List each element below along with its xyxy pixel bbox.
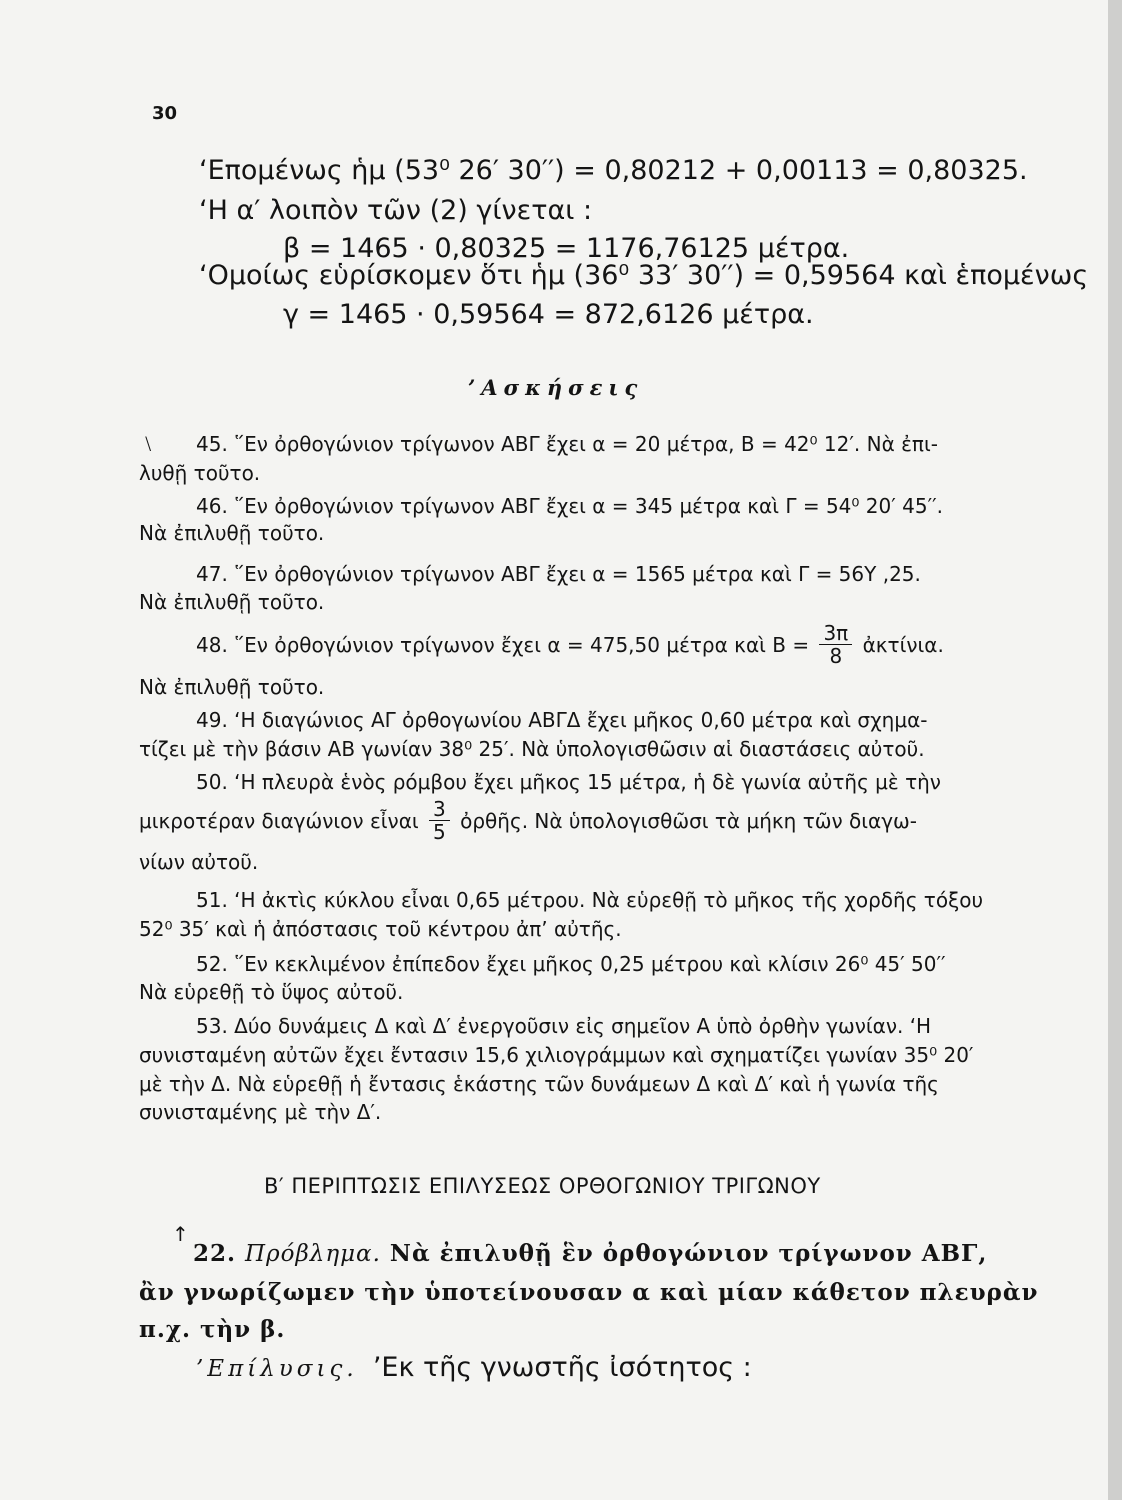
exercise-48-text: 48. ῞Εν ὀρθογώνιον τρίγωνον ἔχει α = 475,50 μέτρα καὶ Β = bbox=[196, 633, 810, 657]
exercise-50-line-2 bbox=[139, 797, 918, 845]
exercise-50-line-3: νίων αὐτοῦ. bbox=[139, 850, 259, 874]
problem-22-line-1 bbox=[193, 1240, 987, 1267]
exercise-46-line-1: 46. ῞Εν ὀρθογώνιον τρίγωνον ΑΒΓ ἔχει α = 345 μέτρα καὶ Γ = 54⁰ 20′ 45′′. bbox=[196, 494, 944, 518]
fraction-3pi-over-8 bbox=[819, 622, 852, 667]
exercise-51-line-2: 52⁰ 35′ καὶ ἡ ἀπόστασις τοῦ κέντρου ἀπ’ αὐτῆς. bbox=[139, 917, 622, 941]
exercise-53-line-2: συνισταμένη αὐτῶν ἔχει ἔντασιν 15,6 χιλιογράμμων καὶ σχηματίζει γωνίαν 35⁰ 20′ bbox=[139, 1043, 974, 1067]
exercise-53-line-3: μὲ τὴν Δ. Νὰ εὑρεθῇ ἡ ἔντασις ἑκάστης τῶν δυνάμεων Δ καὶ Δ′ καὶ ἡ γωνία τῆς bbox=[139, 1072, 939, 1096]
exercise-48-line-2: Νὰ ἐπιλυθῇ τοῦτο. bbox=[139, 675, 325, 699]
exercise-50-text-pre: μικροτέραν διαγώνιον εἶναι bbox=[139, 809, 419, 833]
exercise-49-line-1: 49. ‘Η διαγώνιος ΑΓ ὀρθογωνίου ΑΒΓΔ ἔχει μῆκος 0,60 μέτρα καὶ σχημα- bbox=[196, 708, 928, 732]
margin-pencil-mark: ⧵ bbox=[145, 432, 152, 456]
exercise-53-line-4: συνισταμένης μὲ τὴν Δ′. bbox=[139, 1100, 382, 1124]
exercise-52-line-2: Νὰ εὑρεθῇ τὸ ὕψος αὐτοῦ. bbox=[139, 980, 404, 1004]
fraction-numerator: 3π bbox=[819, 622, 852, 645]
text-line-3: β = 1465 · 0,80325 = 1176,76125 μέτρα. bbox=[283, 233, 850, 264]
exercise-50-line-1: 50. ‘Η πλευρὰ ἑνὸς ρόμβου ἔχει μῆκος 15 μέτρα, ἡ δὲ γωνία αὐτῆς μὲ τὴν bbox=[196, 770, 941, 794]
margin-pencil-mark: ↑ bbox=[172, 1222, 189, 1246]
problem-22-line-3: π.χ. τὴν β. bbox=[139, 1316, 286, 1343]
problem-number: 22. bbox=[193, 1240, 237, 1267]
fraction-denominator: 8 bbox=[829, 644, 843, 668]
text-line-1: ‘Επομένως ἡμ (53⁰ 26′ 30′′) = 0,80212 + 0,00113 = 0,80325. bbox=[199, 155, 1028, 186]
page-number: 30 bbox=[152, 103, 178, 124]
exercise-52-line-1: 52. ῞Εν κεκλιμένον ἐπίπεδον ἔχει μῆκος 0,25 μέτρου καὶ κλίσιν 26⁰ 45′ 50′′ bbox=[196, 952, 946, 976]
exercise-48-line-1 bbox=[196, 621, 944, 669]
exercises-heading: ’Ασκήσεις bbox=[468, 375, 644, 400]
exercise-53-line-1: 53. Δύο δυνάμεις Δ καὶ Δ′ ἐνεργοῦσιν εἰς σημεῖον Α ὑπὸ ὀρθὴν γωνίαν. ‘Η bbox=[196, 1014, 932, 1038]
text-line-4: ‘Ομοίως εὑρίσκομεν ὅτι ἡμ (36⁰ 33′ 30′′) = 0,59564 καὶ ἑπομένως bbox=[199, 260, 1089, 291]
fraction-denominator: 5 bbox=[433, 820, 446, 844]
section-heading: Β′ ΠΕΡΙΠΤΩΣΙΣ ΕΠΙΛΥΣΕΩΣ ΟΡΘΟΓΩΝΙΟΥ ΤΡΙΓΩΝΟΥ bbox=[264, 1174, 821, 1198]
exercise-47-line-2: Νὰ ἐπιλυθῇ τοῦτο. bbox=[139, 590, 325, 614]
exercise-49-line-2: τίζει μὲ τὴν βάσιν ΑΒ γωνίαν 38⁰ 25′. Νὰ ὑπολογισθῶσιν αἱ διαστάσεις αὐτοῦ. bbox=[139, 737, 925, 761]
text-line-2: ‘Η α′ λοιπὸν τῶν (2) γίνεται : bbox=[199, 195, 593, 226]
problem-statement: Νὰ ἐπιλυθῇ ἓν ὀρθογώνιον τρίγωνον ΑΒΓ, bbox=[389, 1240, 988, 1267]
exercise-47-line-1: 47. ῞Εν ὀρθογώνιον τρίγωνον ΑΒΓ ἔχει α = 1565 μέτρα καὶ Γ = 56Υ ,25. bbox=[196, 562, 921, 586]
exercise-45-line-2: λυθῇ τοῦτο. bbox=[139, 461, 261, 485]
fraction-3-over-5 bbox=[429, 798, 450, 843]
exercise-50-text-post: ὀρθῆς. Νὰ ὑπολογισθῶσι τὰ μήκη τῶν διαγω- bbox=[460, 809, 918, 833]
solution-label: ’Επίλυσις. bbox=[196, 1356, 358, 1382]
exercise-46-line-2: Νὰ ἐπιλυθῇ τοῦτο. bbox=[139, 521, 325, 545]
solution-text: ’Εκ τῆς γνωστῆς ἰσότητος : bbox=[372, 1352, 752, 1383]
page-edge-shadow bbox=[1108, 0, 1122, 1500]
exercise-51-line-1: 51. ‘Η ἀκτὶς κύκλου εἶναι 0,65 μέτρου. Νὰ εὑρεθῇ τὸ μῆκος τῆς χορδῆς τόξου bbox=[196, 888, 984, 912]
exercise-48-tail: ἀκτίνια. bbox=[862, 633, 944, 657]
exercise-45-line-1: 45. ῞Εν ὀρθογώνιον τρίγωνον ΑΒΓ ἔχει α = 20 μέτρα, Β = 42⁰ 12′. Νὰ ἐπι- bbox=[196, 432, 938, 456]
text-line-5: γ = 1465 · 0,59564 = 872,6126 μέτρα. bbox=[283, 299, 814, 330]
fraction-numerator: 3 bbox=[429, 798, 450, 821]
solution-line bbox=[196, 1352, 752, 1383]
problem-label: Πρόβλημα. bbox=[245, 1241, 381, 1267]
problem-22-line-2: ἂν γνωρίζωμεν τὴν ὑποτείνουσαν α καὶ μίαν κάθετον πλευρὰν bbox=[139, 1279, 1039, 1306]
